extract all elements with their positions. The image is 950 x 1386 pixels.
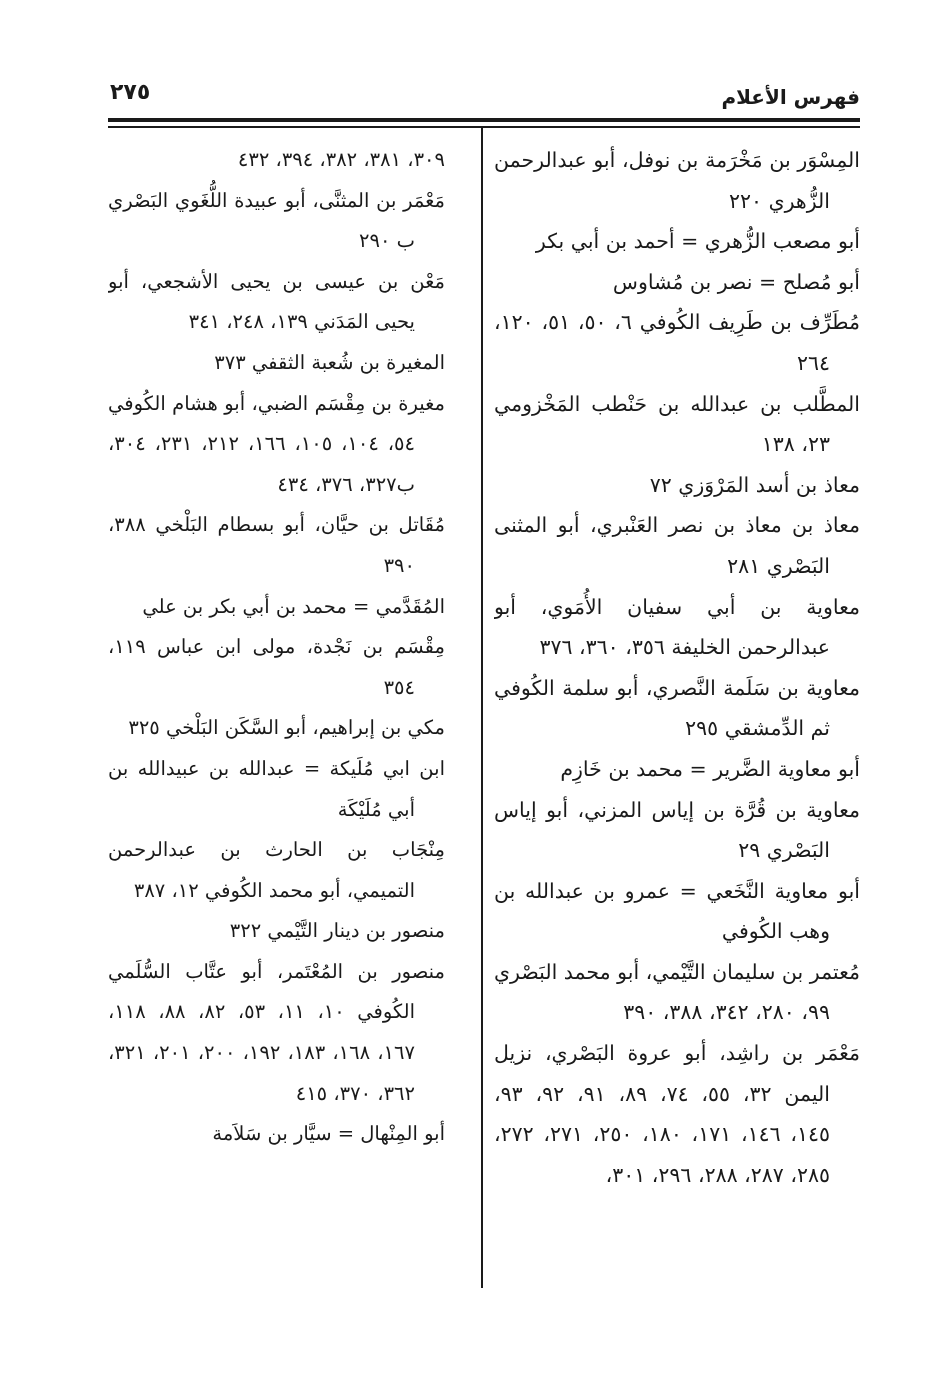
index-entry: ٣٠٩، ٣٨١، ٣٨٢، ٣٩٤، ٤٣٢ xyxy=(237,148,445,171)
index-entry: مكي بن إبراهيم، أبو السَّكَن البَلْخي ٣٢٥ xyxy=(128,716,445,740)
index-entry: معاذ بن أسد المَرْوَزي ٧٢ xyxy=(649,472,860,497)
header-rule-thin xyxy=(108,126,860,128)
index-entry: أبو معاوية الضَّرير = محمد بن خَازِم xyxy=(560,756,860,781)
index-entry: أبو معاوية النَّخَعي = عمرو بن عبدالله بن وهب الكُوفي xyxy=(494,878,860,944)
index-entry: مِقْسَم بن نَجْدة، مولى ابن عباس ١١٩، ٣٥٤ xyxy=(108,635,445,699)
header-rule-thick xyxy=(108,118,860,122)
index-entry: مغيرة بن مِقْسَم الضبي، أبو هشام الكُوفي ٥٤، ١٠٤، ١٠٥، ١٦٦، ٢١٢، ٢٣١، ٣٠٤، ب٣٢٧، ٣٧٦، ٤٣٤ xyxy=(108,391,445,496)
index-entry: المطَّلب بن عبدالله بن حَنْطب المَخْزومي ٢٣، ١٣٨ xyxy=(494,391,860,457)
index-entry: معاوية بن سَلَمة النَّصري، أبو سلمة الكُوفي ثم الدِّمشقي ٢٩٥ xyxy=(494,675,860,741)
left-column xyxy=(108,140,445,1300)
page-header xyxy=(108,74,860,114)
running-title: فهرس الأعلام xyxy=(721,85,860,109)
index-entry: مُقَاتل بن حيَّان، أبو بسطام البَلْخي ٣٨٨، ٣٩٠ xyxy=(108,513,445,577)
index-entry: أبو مصعب الزُّهري = أحمد بن أبي بكر xyxy=(535,229,860,254)
index-entry: مَعْمَر بن المثنَّى، أبو عبيدة اللُّغَوي البَصْري ب ٢٩٠ xyxy=(108,188,445,253)
index-entry: أبو مُصلح = نصر بن مُشاوس xyxy=(612,269,860,294)
index-entry: أبو المِنْهال = سيَّار بن سَلاَمة xyxy=(212,1122,445,1146)
index-entry: مُعتمر بن سليمان التَّيْمي، أبو محمد البَصْري ٩٩، ٢٨٠، ٣٤٢، ٣٨٨، ٣٩٠ xyxy=(494,959,860,1025)
index-entry: معاذ بن معاذ بن نصر العَنْبري، أبو المثنى البَصْري ٢٨١ xyxy=(494,513,860,578)
index-entry: مِنْجَاب بن الحارث بن عبدالرحمن التميمي، أبو محمد الكُوفي ١٢، ٣٨٧ xyxy=(108,838,445,902)
page-number: ٢٧٥ xyxy=(110,80,151,105)
right-column xyxy=(494,140,860,1300)
index-entry: معاوية بن قُرَّة بن إياس المزني، أبو إياس البَصْري ٢٩ xyxy=(494,797,860,863)
index-entry: مَعْمَر بن راشِد، أبو عروة البَصْري، نزيل اليمن ٣٢، ٥٥، ٧٤، ٨٩، ٩١، ٩٢، ٩٣، ١٤٥، ١٤٦، ١٧١، ١٨٠، ٢٥٠، ٢٧١، ٢٧٢، ٢٨٥، ٢٨٧، ٢٨٨، ٢٩٦، ٣٠١، xyxy=(494,1041,860,1187)
index-entry: معاوية بن أبي سفيان الأُمَوي، أبو عبدالرحمن الخليفة ٣٥٦، ٣٦٠، ٣٧٦ xyxy=(494,594,860,660)
index-entry: المُقَدَّمي = محمد بن أبي بكر بن علي xyxy=(142,594,445,618)
index-entry: مَعْن بن عيسى بن يحيى الأشجعي، أبو يحيى المَدَني ١٣٩، ٢٤٨، ٣٤١ xyxy=(108,269,445,334)
index-entry: منصور بن المُعْتَمر، أبو عتَّاب السُّلَمي الكُوفي ١٠، ١١، ٥٣، ٨٢، ٨٨، ١١٨، ١٦٧، ١٦٨، ١٨٣، ١٩٢، ٢٠٠، ٢٠١، ٣٢١، ٣٦٢، ٣٧٠، ٤١٥ xyxy=(108,959,445,1105)
index-entry: منصور بن دينار التَّيْمي ٣٢٢ xyxy=(229,919,445,943)
column-divider xyxy=(481,128,483,1288)
index-entry: مُطَرِّف بن طَرِيف الكُوفي ٦، ٥٠، ٥١، ١٢٠، ٢٦٤ xyxy=(494,310,860,375)
index-entry: المغيرة بن شُعبة الثقفي ٣٧٣ xyxy=(214,350,445,374)
index-entry: المِسْوَر بن مَخْرَمة بن نوفل، أبو عبدالرحمن الزُّهري ٢٢٠ xyxy=(494,148,860,213)
index-entry: ابن ابي مُلَيكة = عبدالله بن عبيدالله بن أبي مُلَيْكَة xyxy=(108,756,445,821)
